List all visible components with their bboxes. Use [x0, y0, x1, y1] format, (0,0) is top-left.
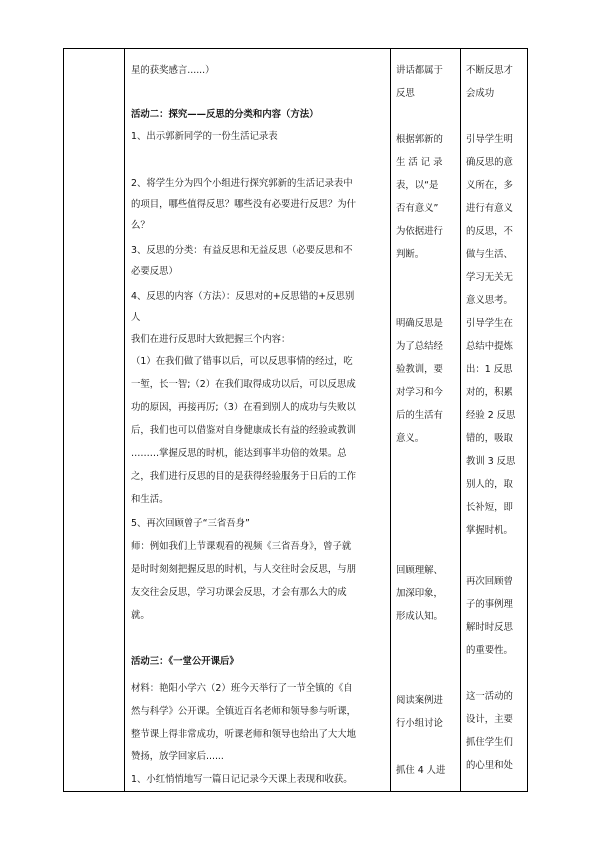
text-line: 整节课上得非常成功，听课老师和领导也给出了大大地 [131, 729, 357, 740]
text-line: 生 活 记 录 [396, 157, 443, 168]
text-line: 经验 2 反思 [466, 410, 516, 421]
text-line: 星的获奖感言......） [131, 65, 215, 76]
text-line: 解时时反思 [466, 622, 513, 633]
text-line: 根据郭新的 [396, 134, 443, 145]
text-line: 5、再次回顾曾子“三省吾身” [131, 518, 250, 529]
column-divider-3 [460, 48, 461, 792]
text-line: ………掌握反思的时机，能达到事半功倍的效果。总 [131, 448, 347, 459]
text-line: 友交往会反思，学习功课会反思，才会有那么大的成 [131, 587, 347, 598]
text-line: 掌握时机。 [466, 525, 513, 536]
text-line: 对学习和今 [396, 387, 443, 398]
text-line: 确反思的意 [466, 157, 513, 168]
activity-3-heading: 活动三：《一堂公开课后》 [131, 656, 239, 667]
text-line: 验教训，要 [396, 364, 443, 375]
text-line: 出：1 反思 [466, 364, 513, 375]
text-line: 抓住 4 人进 [396, 765, 446, 776]
text-line: 做与生活、 [466, 249, 513, 260]
table-top-border [63, 48, 528, 49]
table-left-border [63, 48, 64, 792]
text-line: 形成认知。 [396, 611, 443, 622]
text-line: 的项目，哪些值得反思？哪些没有必要进行反思？为什 [131, 199, 357, 210]
text-line: 对的，积累 [466, 387, 513, 398]
text-line: 2、将学生分为四个小组进行探究郭新的生活记录表中 [131, 178, 353, 189]
text-line: 别人的，取 [466, 479, 513, 490]
text-line: 阅读案例进 [396, 695, 443, 706]
text-line: 设计，主要 [466, 714, 513, 725]
text-line: 错的，吸取 [466, 433, 513, 444]
text-line: 讲话都属于 [396, 65, 443, 76]
text-line: 进行有意义 [466, 203, 513, 214]
text-line: 反思 [396, 88, 415, 99]
text-line: 后的生活有 [396, 410, 443, 421]
text-line: 明确反思是 [396, 318, 443, 329]
text-line: 1、小红悄悄地写一篇日记记录今天课上表现和收获。 [131, 774, 353, 785]
text-line: 就。 [131, 610, 150, 621]
text-line: 我们在进行反思时大致把握三个内容： [131, 334, 291, 345]
text-line: （1）在我们做了错事以后，可以反思事情的经过，吃 [131, 356, 353, 367]
text-line: 赞扬，放学回家后...... [131, 751, 224, 762]
text-line: 学习无关无 [466, 272, 513, 283]
text-line: 是时时刻刻把握反思的时机，与人交往时会反思，与朋 [131, 564, 357, 575]
column-divider-1 [124, 48, 125, 792]
text-line: 然与科学》公开课。全镇近百名老师和领导参与听课， [131, 706, 357, 717]
text-line: 材料：艳阳小学六（2）班今天举行了一节全镇的《自 [131, 683, 353, 694]
text-line: 意义思考。 [466, 295, 513, 306]
text-line: 的重要性。 [466, 645, 513, 656]
text-line: 后，我们也可以借鉴对自身健康成长有益的经验或教训 [131, 425, 357, 436]
text-line: 行小组讨论 [396, 718, 443, 729]
table-right-border [527, 48, 528, 792]
text-line: 么？ [131, 220, 150, 231]
text-line: 表，以“是 [396, 180, 439, 191]
text-line: 回顾理解、 [396, 565, 443, 576]
column-divider-2 [390, 48, 391, 792]
text-line: 功的原因，再接再厉;（3）在看到别人的成功与失败以 [131, 402, 356, 413]
table-bottom-border [63, 791, 528, 792]
text-line: 3、反思的分类：有益反思和无益反思（必要反思和不 [131, 245, 353, 256]
text-line: 否有意义” [396, 203, 439, 214]
text-line: 义所在，多 [466, 180, 513, 191]
text-line: 1、出示郭新同学的一份生活记录表 [131, 131, 278, 142]
text-line: 加深印象， [396, 588, 443, 599]
text-line: 为了总结经 [396, 341, 443, 352]
text-line: 不断反思才 [466, 65, 513, 76]
text-line: 再次回顾曾 [466, 576, 513, 587]
text-line: 长补短，即 [466, 502, 513, 513]
text-line: 和生活。 [131, 494, 169, 505]
text-line: 意义。 [396, 433, 425, 444]
text-line: 为依据进行 [396, 226, 443, 237]
text-line: 教训 3 反思 [466, 456, 516, 467]
text-line: 引导学生在 [466, 318, 513, 329]
text-line: 子的事例理 [466, 599, 513, 610]
text-line: 这一活动的 [466, 691, 513, 702]
text-line: 抓住学生们 [466, 737, 513, 748]
activity-2-heading: 活动二：探究——反思的分类和内容（方法） [131, 109, 319, 120]
text-line: 必要反思） [131, 266, 178, 277]
text-line: 总结中提炼 [466, 341, 513, 352]
text-line: 的心里和处 [466, 760, 513, 771]
text-line: 的反思，不 [466, 226, 513, 237]
text-line: 师：例如我们上节课观看的视频《三省吾身》，曾子就 [131, 541, 352, 552]
text-line: 会成功 [466, 88, 495, 99]
text-line: 人 [131, 312, 141, 323]
text-line: 一堑，长一智;（2）在我们取得成功以后，可以反思成 [131, 379, 356, 390]
text-line: 4、反思的内容（方法）：反思对的+反思错的+反思别 [131, 291, 355, 302]
text-line: 判断。 [396, 249, 425, 260]
text-line: 引导学生明 [466, 134, 513, 145]
text-line: 之，我们进行反思的目的是获得经验服务于日后的工作 [131, 471, 357, 482]
